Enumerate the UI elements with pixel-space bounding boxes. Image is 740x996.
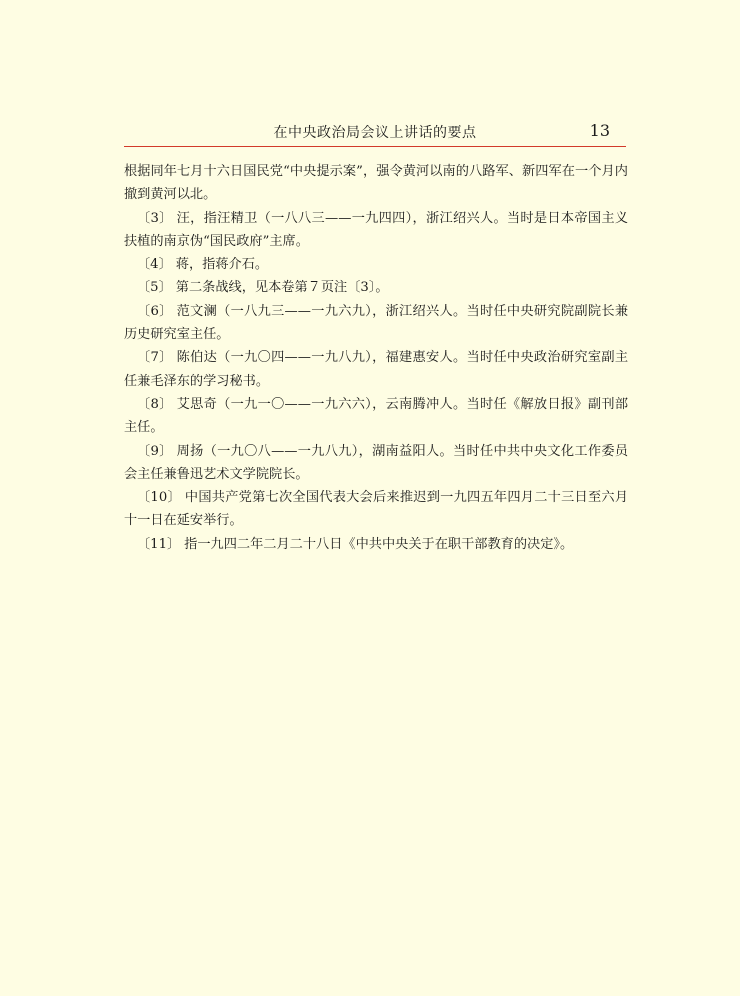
endnote-text: 第二条战线，见本卷第７页注〔3〕。 (175, 280, 389, 296)
endnote-number: 〔4〕 (137, 257, 172, 273)
endnotes-body (124, 160, 628, 556)
endnote-number: 〔8〕 (137, 396, 173, 412)
endnote-11 (124, 533, 628, 556)
endnote-text: 中国共产党第七次全国代表大会后来推迟到一九四五年四月二十三日至六月十一日在延安举行。 (124, 490, 629, 529)
endnote-10 (124, 486, 628, 533)
page-header (124, 116, 626, 147)
page-number: 13 (589, 121, 610, 140)
endnote-text: 指一九四二年二月二十八日《中共中央关于在职干部教育的决定》。 (184, 536, 574, 552)
endnote-number: 〔11〕 (137, 536, 181, 552)
endnote-text: 范文澜（一八九三——一九六九），浙江绍兴人。当时任中央研究院副院长兼历史研究室主任。 (124, 303, 629, 343)
endnote-6 (124, 300, 628, 347)
endnote-text: 周扬（一九〇八——一九八九），湖南益阳人。当时任中共中央文化工作委员会主任兼鲁迅艺术文学院院长。 (124, 443, 629, 482)
endnote-number: 〔6〕 (137, 303, 173, 319)
endnote-4 (124, 253, 628, 276)
note-continuation: 根据同年七月十六日国民党“中央提示案”，强令黄河以南的八路军、新四军在一个月内撤到黄河以北。 (124, 164, 628, 203)
endnote-number: 〔3〕 (137, 210, 173, 226)
endnote-5 (124, 276, 628, 299)
endnote-3 (124, 207, 628, 254)
endnote-8 (124, 393, 628, 440)
endnote-text: 艾思奇（一九一〇——一九六六），云南腾冲人。当时任《解放日报》副刊部主任。 (124, 396, 629, 436)
endnote-text: 陈伯达（一九〇四——一九八九），福建惠安人。当时任中央政治研究室副主任兼毛泽东的学习秘书。 (124, 350, 629, 389)
endnote-number: 〔5〕 (137, 280, 172, 296)
endnote-number: 〔7〕 (137, 350, 173, 366)
endnote-number: 〔9〕 (137, 443, 173, 459)
endnote-number: 〔10〕 (137, 490, 181, 506)
endnote-text: 汪，指汪精卫（一八八三——一九四四），浙江绍兴人。当时是日本帝国主义扶植的南京伪“国民政府”主席。 (124, 210, 629, 249)
endnote-7 (124, 346, 628, 393)
endnote-9 (124, 440, 628, 487)
endnote-text: 蒋，指蒋介石。 (175, 257, 269, 273)
running-title: 在中央政治局会议上讲话的要点 (273, 125, 477, 141)
